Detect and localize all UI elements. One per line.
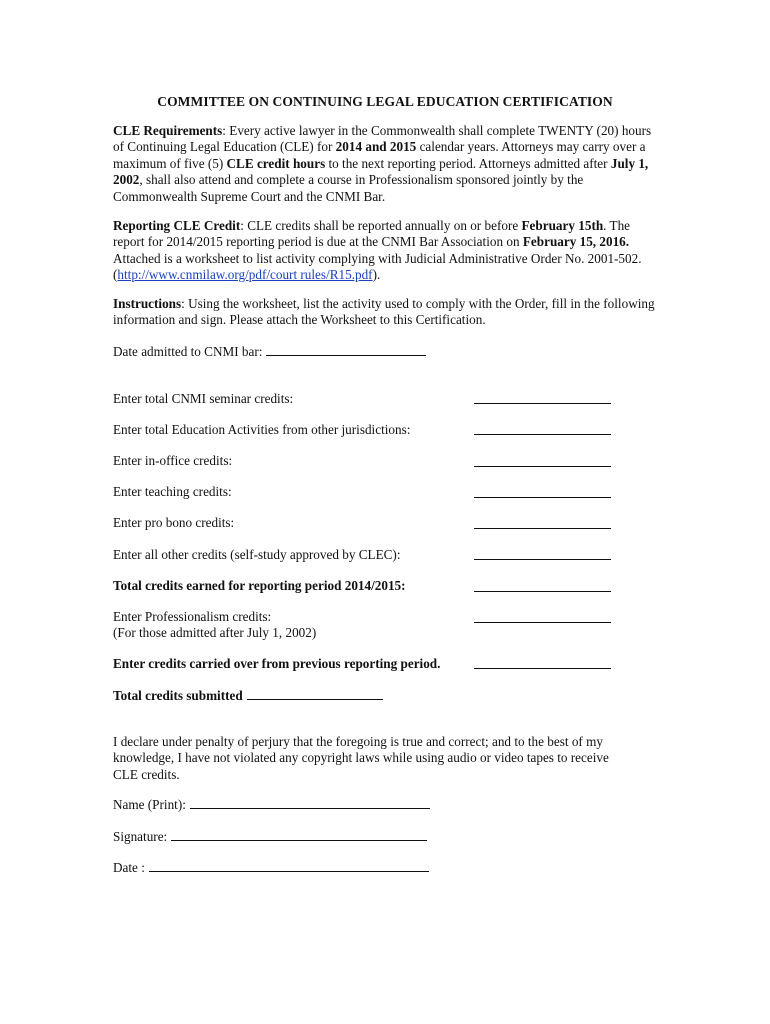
- declaration-text: I declare under penalty of perjury that the foregoing is true and correct; and to the best of my knowledge, I have not violated any copyright laws while using audio or video tapes to receive CLE credits.: [113, 734, 609, 782]
- signature-field[interactable]: [171, 828, 427, 841]
- instructions-text: : Using the worksheet, list the activity used to comply with the Order, fill in the following information and sign. Please attach the Worksheet to this Certification.: [113, 296, 655, 328]
- carried-over-label: Enter credits carried over from previous reporting period.: [113, 656, 441, 671]
- cle-credit-hours: CLE credit hours: [226, 155, 326, 171]
- total-submitted-row: [113, 687, 383, 704]
- in-office-credits-field[interactable]: [474, 466, 611, 467]
- reporting-text-2: . The report for 2014/2015 reporting period is due at the CNMI Bar Association on: [113, 218, 631, 250]
- page-title: COMMITTEE ON CONTINUING LEGAL EDUCATION CERTIFICATION: [157, 94, 613, 109]
- instructions-heading: Instructions: [113, 296, 182, 311]
- court-rules-link[interactable]: http://www.cnmilaw.org/pdf/court rules/R15.pdf: [117, 267, 373, 283]
- reporting-text: : CLE credits shall be reported annually on or before: [240, 218, 522, 233]
- cle-requirements-text-2: calendar years. Attorneys may carry over a maximum of five (5): [113, 139, 646, 171]
- pro-bono-credits-field[interactable]: [474, 528, 611, 529]
- name-print-label: Name (Print):: [113, 797, 186, 812]
- signature-label: Signature:: [113, 829, 168, 844]
- date-admitted-label: Date admitted to CNMI bar:: [113, 344, 263, 359]
- date-row: [113, 859, 429, 876]
- reporting-due-date: February 15, 2016.: [522, 234, 630, 250]
- seminar-credits-label: Enter total CNMI seminar credits:: [113, 391, 294, 406]
- professionalism-note: (For those admitted after July 1, 2002): [113, 625, 317, 640]
- reporting-paragraph: [113, 218, 658, 284]
- date-admitted-row: [113, 343, 426, 360]
- date-label: Date :: [113, 860, 145, 875]
- cle-requirements-text-3: to the next reporting period. Attorneys admitted after: [325, 155, 611, 171]
- reporting-text-4: ).: [372, 267, 381, 283]
- cle-years: 2014 and 2015: [335, 139, 417, 155]
- in-office-credits-label: Enter in-office credits:: [113, 453, 233, 468]
- teaching-credits-label: Enter teaching credits:: [113, 484, 232, 499]
- reporting-heading: Reporting CLE Credit: [113, 218, 241, 233]
- other-credits-field[interactable]: [474, 559, 611, 560]
- other-jurisdictions-label: Enter total Education Activities from other jurisdictions:: [113, 422, 411, 437]
- professionalism-credits-field[interactable]: [474, 622, 611, 623]
- other-jurisdictions-field[interactable]: [474, 434, 611, 435]
- instructions-paragraph: [113, 296, 658, 329]
- name-print-field[interactable]: [190, 796, 430, 809]
- cle-admission-date: July 1, 2002: [113, 155, 649, 188]
- date-admitted-field[interactable]: [266, 343, 426, 356]
- teaching-credits-field[interactable]: [474, 497, 611, 498]
- signature-row: [113, 828, 427, 845]
- name-print-row: [113, 796, 430, 813]
- total-submitted-field[interactable]: [247, 687, 383, 700]
- date-field[interactable]: [149, 859, 429, 872]
- seminar-credits-field[interactable]: [474, 403, 611, 404]
- carried-over-field[interactable]: [474, 668, 611, 669]
- cle-requirements-heading: CLE Requirements: [113, 123, 223, 138]
- pro-bono-credits-label: Enter pro bono credits:: [113, 515, 235, 530]
- cle-requirements-paragraph: [113, 123, 658, 205]
- total-earned-field[interactable]: [474, 591, 611, 592]
- cle-requirements-text: : Every active lawyer in the Commonwealth shall complete TWENTY (20) hours of Continuing Legal Education (CLE) for: [113, 123, 652, 155]
- reporting-text-3: Attached is a worksheet to list activity complying with Judicial Administrative Order No. 2001-502. (: [113, 250, 642, 283]
- reporting-deadline: February 15th: [521, 218, 604, 233]
- total-earned-label: Total credits earned for reporting period 2014/2015:: [113, 578, 406, 593]
- other-credits-label: Enter all other credits (self-study approved by CLEC):: [113, 547, 401, 562]
- total-submitted-label: Total credits submitted: [113, 688, 243, 703]
- professionalism-credits-label: Enter Professionalism credits:: [113, 609, 272, 624]
- cle-requirements-text-4: , shall also attend and complete a course in Professionalism sponsored jointly by the Commonwealth Supreme Court and the CNMI Bar.: [113, 172, 584, 204]
